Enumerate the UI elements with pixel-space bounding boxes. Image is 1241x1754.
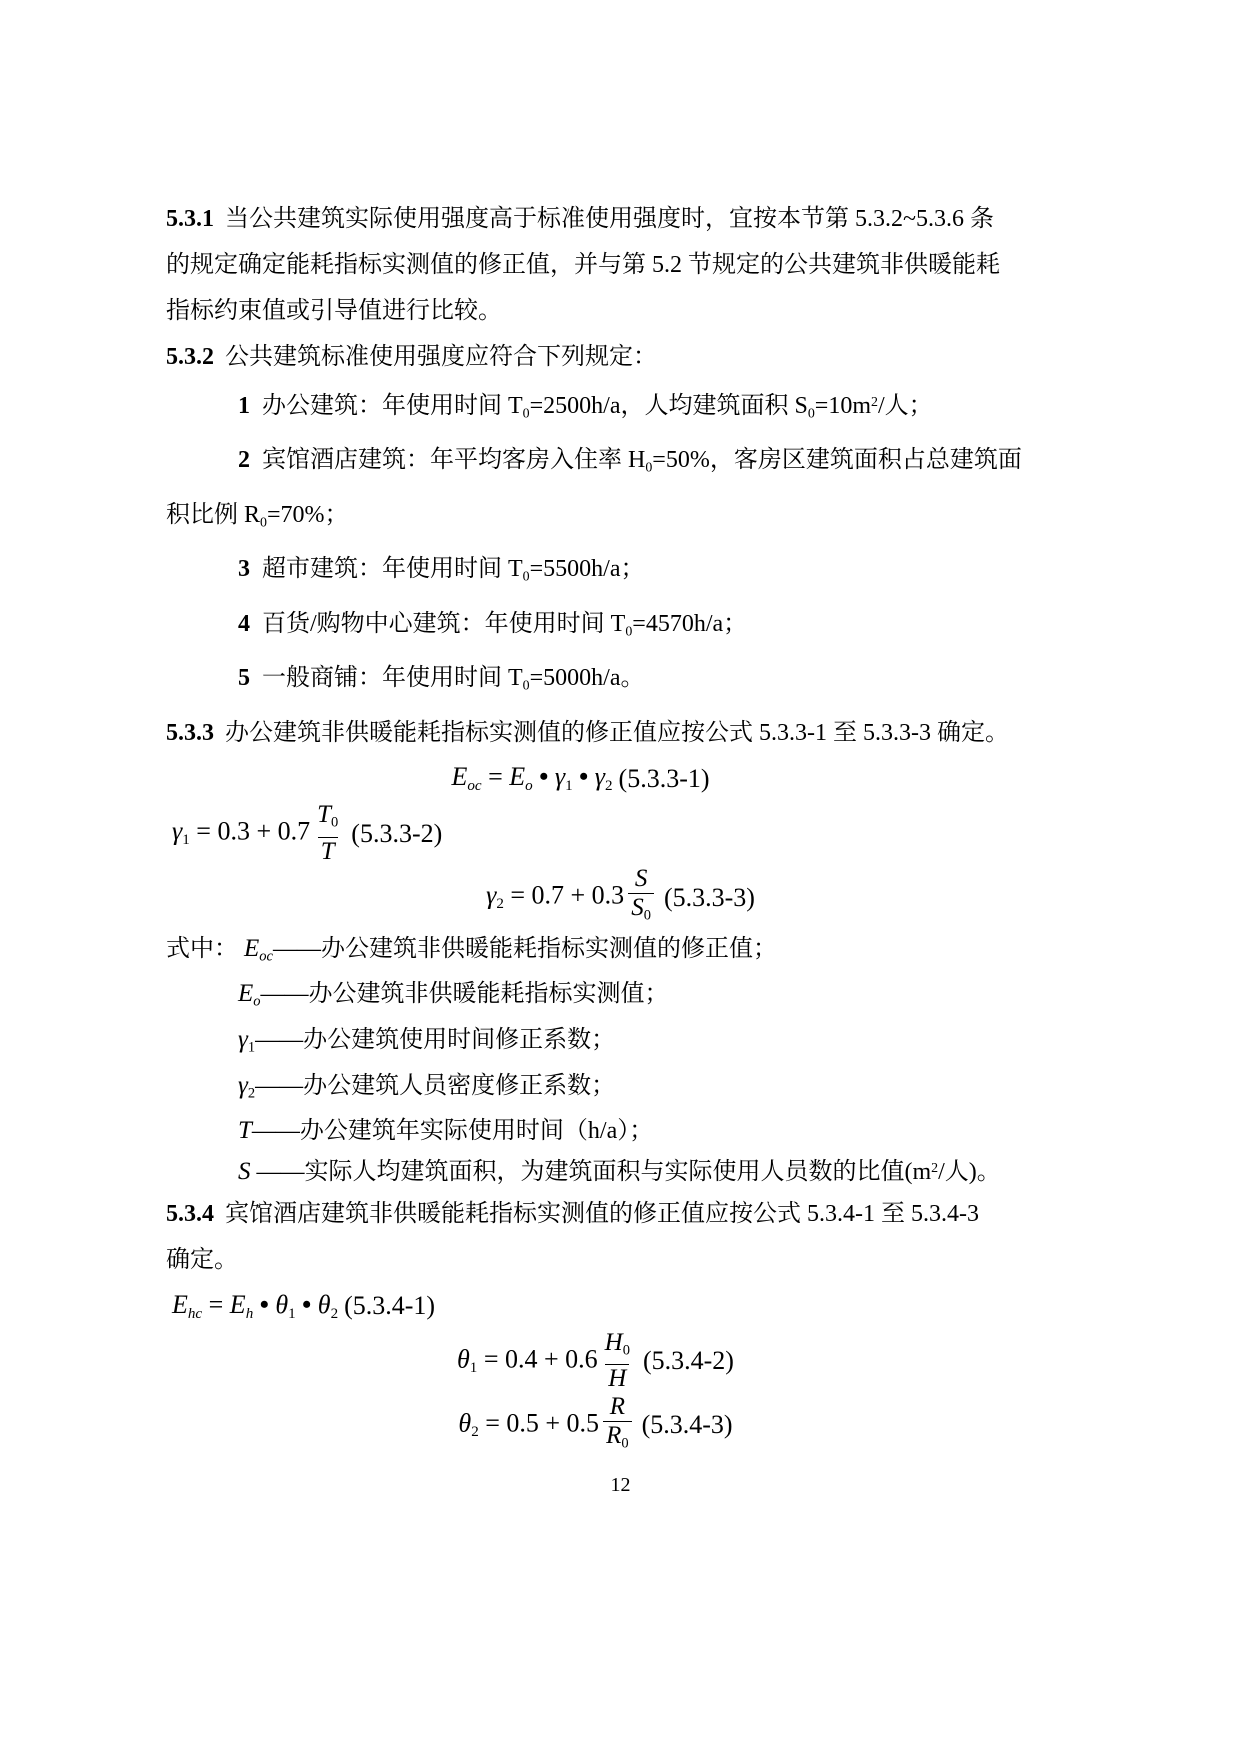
dash: ——	[255, 1026, 304, 1053]
symbol: Eoc	[244, 934, 273, 965]
definition-row	[166, 930, 1075, 976]
section-number: 5.3.1	[166, 206, 214, 232]
text-line: 确定。	[166, 1247, 238, 1274]
definition-row	[166, 1067, 1075, 1113]
section-number: 5.3.3	[166, 719, 214, 746]
item-number: 3	[238, 556, 250, 583]
page-number: 12	[610, 1474, 631, 1497]
formula-label: (5.3.3-1)	[618, 763, 710, 793]
definitions-prefix: 式中：	[166, 935, 238, 962]
formula-expression: Ehc = Eh • θ1 • θ2	[172, 1289, 339, 1322]
section-text: 当公共建筑实际使用强度高于标准使用强度时，宜按本节第 5.3.2~5.3.6 条	[225, 206, 994, 232]
formula-expression: θ1 = 0.4 + 0.6 $\frac{H0}{H}$	[457, 1328, 630, 1393]
formula-label: (5.3.3-2)	[351, 818, 443, 848]
formula-label: (5.3.4-3)	[641, 1410, 733, 1440]
text-line	[166, 334, 1075, 380]
section-5.3.4	[166, 1191, 1075, 1283]
section-text: 办公建筑非供暖能耗指标实测值的修正值应按公式 5.3.3-1 至 5.3.3-3 确定。	[225, 719, 1009, 746]
section-text: 宾馆酒店建筑非供暖能耗指标实测值的修正值应按公式 5.3.4-1 至 5.3.4-3	[225, 1201, 979, 1228]
formula-5.3.3-3	[166, 866, 1075, 930]
usage-intensity-list	[166, 380, 1075, 710]
formula-label: (5.3.4-1)	[344, 1291, 436, 1321]
dash: ——	[260, 981, 309, 1008]
formula-5.3.3-1	[166, 756, 1075, 802]
section-5.3.2	[166, 334, 1075, 380]
symbol: S	[238, 1158, 251, 1186]
item-number: 1	[238, 392, 250, 419]
formula-expression: γ1 = 0.3 + 0.7 $\frac{T0}{T}$	[172, 801, 339, 865]
formula-expression: θ2 = 0.5 + 0.5 $\frac{R}{R0}$	[458, 1393, 635, 1458]
list-item	[166, 437, 1075, 491]
symbol-description: 办公建筑人员密度修正系数；	[303, 1072, 616, 1099]
symbol-description: 办公建筑年实际使用时间（h/a）；	[299, 1118, 654, 1145]
list-item	[166, 380, 1075, 437]
item-number: 2	[238, 447, 250, 474]
symbol-description: 实际人均建筑面积，为建筑面积与实际使用人员数的比值($m^2/$人)。	[304, 1159, 1001, 1186]
symbol: γ2	[238, 1071, 256, 1102]
dash: ——	[272, 935, 321, 962]
formula-5.3.4-1	[166, 1283, 1075, 1329]
section-number: 5.3.2	[166, 344, 214, 370]
section-5.3.1	[166, 196, 1075, 334]
text-line	[166, 196, 1075, 242]
item-text: 百货/购物中心建筑：年使用时间 T0=4570h/a；	[262, 610, 748, 640]
definition-row	[166, 1112, 1075, 1150]
text-line: 指标约束值或引导值进行比较。	[166, 298, 502, 324]
definition-row	[166, 1150, 1075, 1191]
item-text: 办公建筑：年使用时间 T0=2500h/a，人均建筑面积 $S0=10m^2/$人；	[262, 392, 933, 422]
dash: ——	[255, 1072, 304, 1099]
text-line: 的规定确定能耗指标实测值的修正值，并与第 5.2 节规定的公共建筑非供暖能耗	[166, 252, 1000, 278]
symbol-description: 办公建筑非供暖能耗指标实测值；	[308, 981, 669, 1008]
definition-row	[166, 1021, 1075, 1067]
formula-label: (5.3.3-3)	[663, 882, 755, 912]
formula-5.3.3-2	[166, 802, 1075, 866]
definition-row	[166, 975, 1075, 1021]
formula-5.3.4-3	[166, 1393, 1075, 1457]
section-5.3.3	[166, 710, 1075, 756]
text-line	[166, 710, 1075, 756]
dash: ——	[250, 1159, 305, 1186]
symbol-definitions	[166, 930, 1075, 1191]
symbol: γ1	[238, 1025, 256, 1056]
item-text: 超市建筑：年使用时间 T0=5500h/a；	[262, 556, 645, 585]
item-number: 5	[238, 665, 250, 692]
symbol-description: 办公建筑非供暖能耗指标实测值的修正值；	[320, 935, 777, 962]
list-item-continuation: 积比例 R0=70%；	[166, 501, 349, 531]
symbol: T	[238, 1117, 252, 1145]
symbol: Eo	[238, 980, 261, 1010]
item-number: 4	[238, 610, 250, 637]
formula-expression: Eoc = Eo • γ1 • γ2	[451, 762, 613, 795]
formula-5.3.4-2	[166, 1329, 1075, 1393]
list-item	[166, 601, 1075, 655]
item-text: 一般商铺：年使用时间 T0=5000h/a。	[262, 665, 645, 694]
text-line	[166, 1191, 1075, 1237]
section-number: 5.3.4	[166, 1201, 214, 1228]
section-text: 公共建筑标准使用强度应符合下列规定：	[225, 344, 657, 370]
formula-label: (5.3.4-2)	[642, 1346, 734, 1376]
symbol-description: 办公建筑使用时间修正系数；	[303, 1026, 616, 1053]
list-item	[166, 655, 1075, 709]
list-item	[166, 546, 1075, 600]
dash: ——	[251, 1118, 300, 1145]
formula-expression: γ2 = 0.7 + 0.3 $\frac{S}{S0}$	[486, 865, 658, 930]
item-text: 宾馆酒店建筑：年平均客房入住率 H0=50%，客房区建筑面积占总建筑面	[262, 447, 1022, 476]
